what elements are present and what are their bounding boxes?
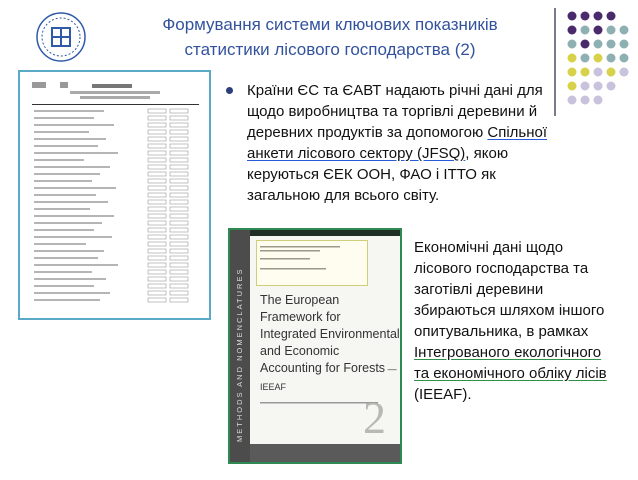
side-paragraph [414,237,614,405]
dot-row-7 [568,96,603,105]
slide-title [120,12,540,62]
decorative-dots [566,10,638,110]
questionnaire-document-image [18,70,211,320]
book-spine [230,230,250,462]
dot-row-4 [568,54,629,63]
questionnaire-page-graphic [30,80,201,312]
dot-row-5 [568,68,629,77]
bullet-text-part2: , якою керуються ЄЕК ООН, ФАО і ІТТО як загальною для всього світу. [247,145,509,204]
jfsq-link[interactable]: Спільної анкети лісового сектору (JFSQ) [247,124,548,162]
side-text-part2: (IEEAF). [414,386,472,403]
book-title-suffix: — IEEAF [260,364,397,392]
bullet-marker [226,87,233,94]
dot-row-3 [568,40,629,49]
book-publication-info-box [256,240,368,286]
ieeaf-book-cover [228,228,402,464]
dot-row-6 [568,82,616,91]
book-title-main: The European Framework for Integrated Environmental and Economic Accounting for Forests [260,293,400,375]
ieeaf-link[interactable]: Інтегрованого екологічного та економічного обліку лісів [414,344,607,382]
book-title [260,292,400,396]
slide-title-line1: Формування системи ключових показників [162,15,498,34]
dot-row-2 [568,26,629,35]
book-volume-number: 2 [363,392,386,443]
book-top-bar [250,230,400,236]
book-spine-text: METHODS AND NOMENCLATURES [235,267,244,442]
book-bottom-bar [250,444,400,462]
publication-info-lines [260,244,364,282]
slide-title-line2: статистики лісового господарства (2) [184,40,476,59]
organization-logo [36,12,86,62]
bullet-paragraph [226,80,556,206]
bullet-text-part1: Країни ЄС та ЄАВТ надають річні дані для щодо виробництва та торгівлі деревини й деревних продуктів за допомогою [247,82,543,141]
dot-row-1 [568,12,616,21]
side-text-part1: Економічні дані щодо лісового господарства та заготівлі деревини збираються шляхом іншого опитувальника, в рамках [414,239,605,340]
bullet-text [247,80,556,206]
